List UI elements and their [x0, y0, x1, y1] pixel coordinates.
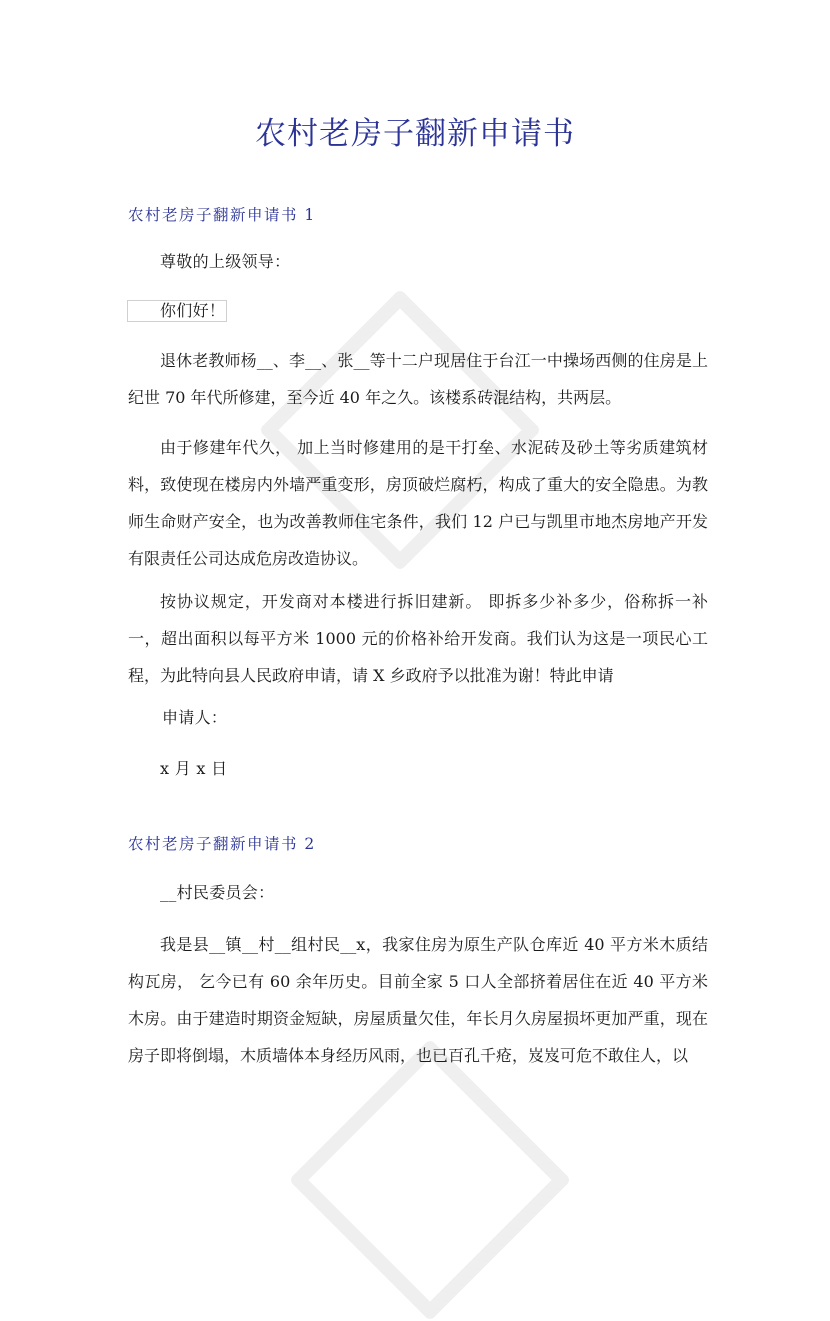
section-heading-1: 农村老房子翻新申请书 1	[128, 206, 316, 224]
salutation-1: 尊敬的上级领导：	[160, 252, 291, 271]
date-line: x 月 x 日	[160, 759, 228, 778]
letter2-paragraph-1: 我是县__镇__村__组村民__x，我家住房为原生产队仓库近 40 平方米木质结构瓦房， 乞今已有 60 余年历史。目前全家 5 口人全部挤着居住在近 40 平方米木房。由于建造时期资金短缺，房屋质量欠佳，年长月久房屋损坏更加严重，现在房子即将倒塌，木质墙体本身经历风雨，也已百孔千疮，岌岌可危不敢住人，以	[128, 935, 708, 1065]
letter1-paragraph-3: 按协议规定，开发商对本楼进行拆旧建新。 即拆多少补多少，俗称拆一补一，超出面积以每平方米 1000 元的价格补给开发商。我们认为这是一项民心工程，为此特向县人民政府申请，请 X 乡政府予以批准为谢！特此申请	[128, 592, 708, 685]
document-title: 农村老房子翻新申请书	[255, 116, 575, 152]
watermark	[289, 1039, 572, 1321]
salutation-2: __村民委员会：	[160, 883, 275, 902]
letter1-paragraph-1: 退休老教师杨__、李__、张__等十二户现居住于台江一中操场西侧的住房是上纪世 70 年代所修建，至今近 40 年之久。该楼系砖混结构，共两层。	[128, 351, 708, 407]
applicant-label: 申请人：	[162, 708, 228, 727]
section-heading-2: 农村老房子翻新申请书 2	[128, 835, 316, 853]
letter1-paragraph-2: 由于修建年代久， 加上当时修建用的是干打垒、水泥砖及砂土等劣质建筑材料，致使现在楼房内外墙严重变形，房顶破烂腐朽，构成了重大的安全隐患。为教师生命财产安全，也为改善教师住宅条件，我们 12 户已与凯里市地杰房地产开发有限责任公司达成危房改造协议。	[128, 438, 708, 568]
greeting: 你们好！	[160, 301, 226, 320]
